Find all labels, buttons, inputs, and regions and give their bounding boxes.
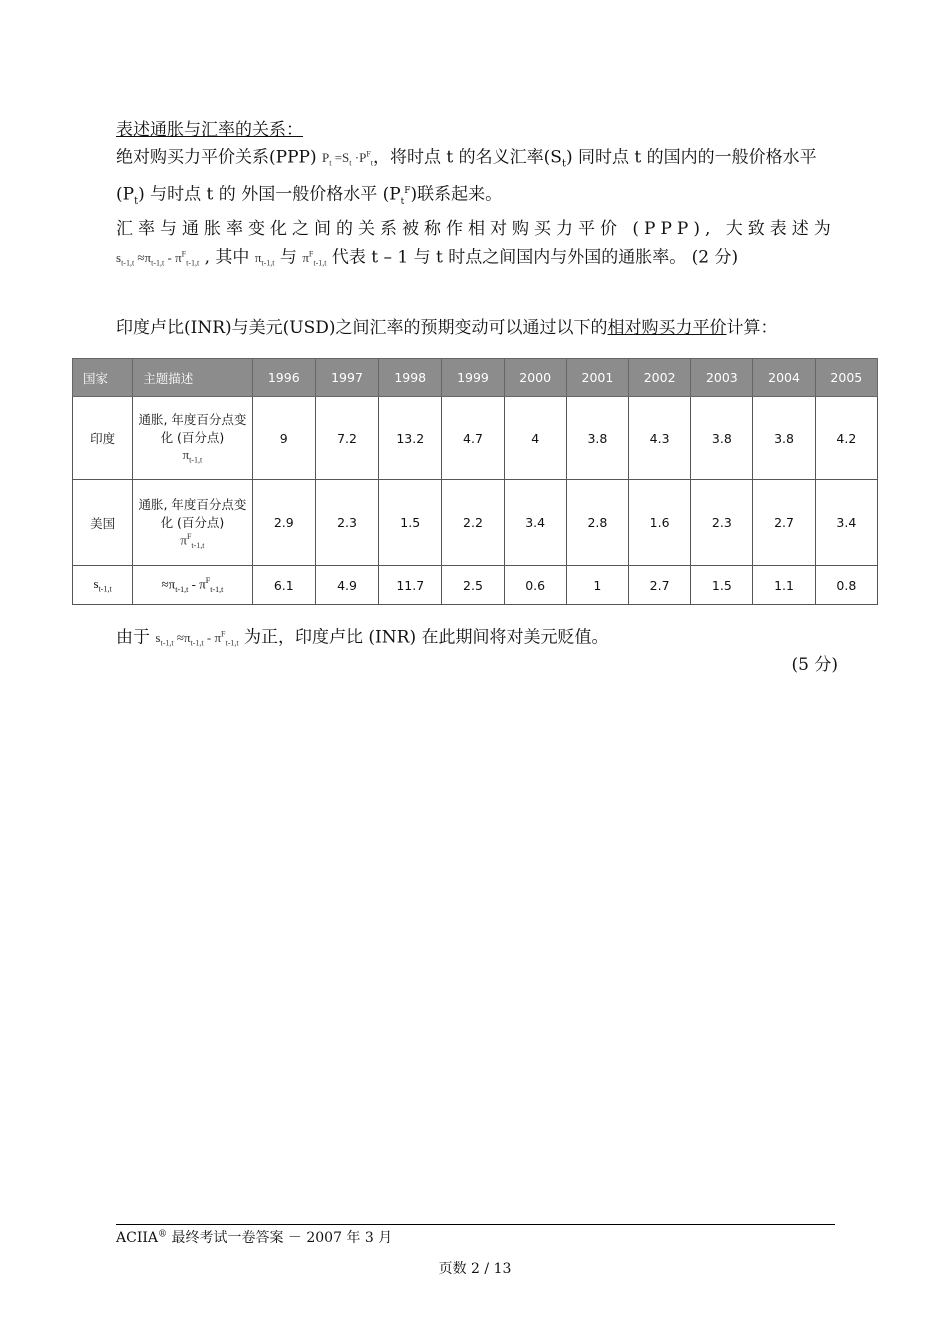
value-cell: 4 <box>504 397 566 480</box>
table-row-difference <box>73 566 878 605</box>
relative-ppp-formula: $s_{t-1,t} \approx\pi_{t-1,t} - \pi^F_{t-1,t}$ <box>116 250 200 268</box>
header-cell: 1997 <box>315 359 378 397</box>
value-cell: 3.8 <box>691 397 753 480</box>
paragraph-calculation-intro: 印度卢比(INR)与美元(USD)之间汇率的预期变动可以通过以下的相对购买力平价计算： <box>116 318 778 338</box>
header-cell: 2000 <box>504 359 566 397</box>
header-cell: 1998 <box>379 359 442 397</box>
value-cell: 2.7 <box>629 566 691 605</box>
header-cell: 国家 <box>73 359 133 397</box>
header-cell: 2003 <box>691 359 753 397</box>
inflation-difference-formula: $\approx\pi_{t-1,t} - \pi^F_{t-1,t}$ <box>133 566 252 605</box>
value-cell: 1.6 <box>629 480 691 566</box>
header-cell: 2001 <box>566 359 628 397</box>
value-cell: 4.7 <box>442 397 504 480</box>
value-cell: 3.8 <box>566 397 628 480</box>
paragraph-conclusion: 由于 $s_{t-1,t} \approx\pi_{t-1,t} - \pi^F_{t-1,t}$ 为正，印度卢比 (INR) 在此期间将对美元贬值。 <box>116 627 609 648</box>
value-cell: 2.2 <box>442 480 504 566</box>
value-cell: 4.3 <box>629 397 691 480</box>
heading-text: 表述通胀与汇率的关系： <box>116 120 303 140</box>
value-cell: 3.8 <box>753 397 815 480</box>
table-row-usa <box>73 480 878 566</box>
table-header-row <box>73 359 878 397</box>
value-cell: 7.2 <box>315 397 378 480</box>
exchange-rate-change-symbol: $s_{t-1,t}$ <box>73 566 133 605</box>
country-cell: 印度 <box>73 397 133 480</box>
table-row-india <box>73 397 878 480</box>
value-cell: 2.9 <box>252 480 315 566</box>
page-number: 页数 2 / 13 <box>438 1261 512 1277</box>
value-cell: 4.2 <box>815 397 877 480</box>
value-cell: 9 <box>252 397 315 480</box>
paragraph-absolute-ppp: 绝对购买力平价关系(PPP) $P_t =S_t \cdot P^F_t$，将时点 t 的名义汇率$(S_t)$ 同时点 t 的国内的一般价格水平 $(P_t)$ 与时点 t 的 外国一般价格水平 $(P_t^F)$联系起来。 <box>116 147 817 207</box>
value-cell: 1 <box>566 566 628 605</box>
value-cell: 0.8 <box>815 566 877 605</box>
value-cell: 4.9 <box>315 566 378 605</box>
footer-divider <box>116 1224 835 1225</box>
value-cell: 11.7 <box>379 566 442 605</box>
value-cell: 0.6 <box>504 566 566 605</box>
value-cell: 1.5 <box>691 566 753 605</box>
header-cell: 主题描述 <box>133 359 252 397</box>
paragraph-relative-ppp: 汇率与通胀率变化之间的关系被称作相对购买力平价 (PPP), 大致表述为 $s_{t-1,t} \approx\pi_{t-1,t} - \pi^F_{t-1,t}$ , 其中 $\pi_{t-1,t}$ 与 $\pi^F_{t-1,t}$ 代表 t – 1 与 t 时点之间国内与外国的通胀率。 (2 分) <box>116 219 836 268</box>
value-cell: 3.4 <box>504 480 566 566</box>
header-cell: 2004 <box>753 359 815 397</box>
header-cell: 1996 <box>252 359 315 397</box>
domestic-inflation-symbol: $\pi_{t-1,t}$ <box>254 250 275 268</box>
foreign-inflation-symbol: $\pi^F_{t-1,t}$ <box>302 250 327 268</box>
value-cell: 2.3 <box>315 480 378 566</box>
value-cell: 2.8 <box>566 480 628 566</box>
foreign-inflation-symbol: $\pi^F_{t-1,t}$ <box>180 531 205 550</box>
value-cell: 2.3 <box>691 480 753 566</box>
value-cell: 2.5 <box>442 566 504 605</box>
header-cell: 2002 <box>629 359 691 397</box>
section-heading <box>116 117 838 143</box>
conclusion-formula: $s_{t-1,t} \approx\pi_{t-1,t} - \pi^F_{t-1,t}$ <box>155 630 239 648</box>
header-cell: 1999 <box>442 359 504 397</box>
value-cell: 1.5 <box>379 480 442 566</box>
value-cell: 3.4 <box>815 480 877 566</box>
description-cell: 通胀, 年度百分点变化 (百分点) $\pi_{t-1,t}$ <box>133 397 252 480</box>
ppp-formula: $P_t =S_t \cdot P^F_t$ <box>322 150 374 168</box>
value-cell: 1.1 <box>753 566 815 605</box>
value-cell: 6.1 <box>252 566 315 605</box>
inflation-table <box>72 358 878 605</box>
value-cell: 2.7 <box>753 480 815 566</box>
header-cell: 2005 <box>815 359 877 397</box>
domestic-inflation-symbol: $\pi_{t-1,t}$ <box>182 447 203 465</box>
footer-text: ACIIA® 最终考试一卷答案 － 2007 年 3 月 <box>116 1229 393 1246</box>
score-label: (5 分) <box>791 655 838 675</box>
relative-ppp-link: 相对购买力平价 <box>607 318 727 338</box>
country-cell: 美国 <box>73 480 133 566</box>
description-cell: 通胀, 年度百分点变化 (百分点) $\pi^F_{t-1,t}$ <box>133 480 252 566</box>
value-cell: 13.2 <box>379 397 442 480</box>
